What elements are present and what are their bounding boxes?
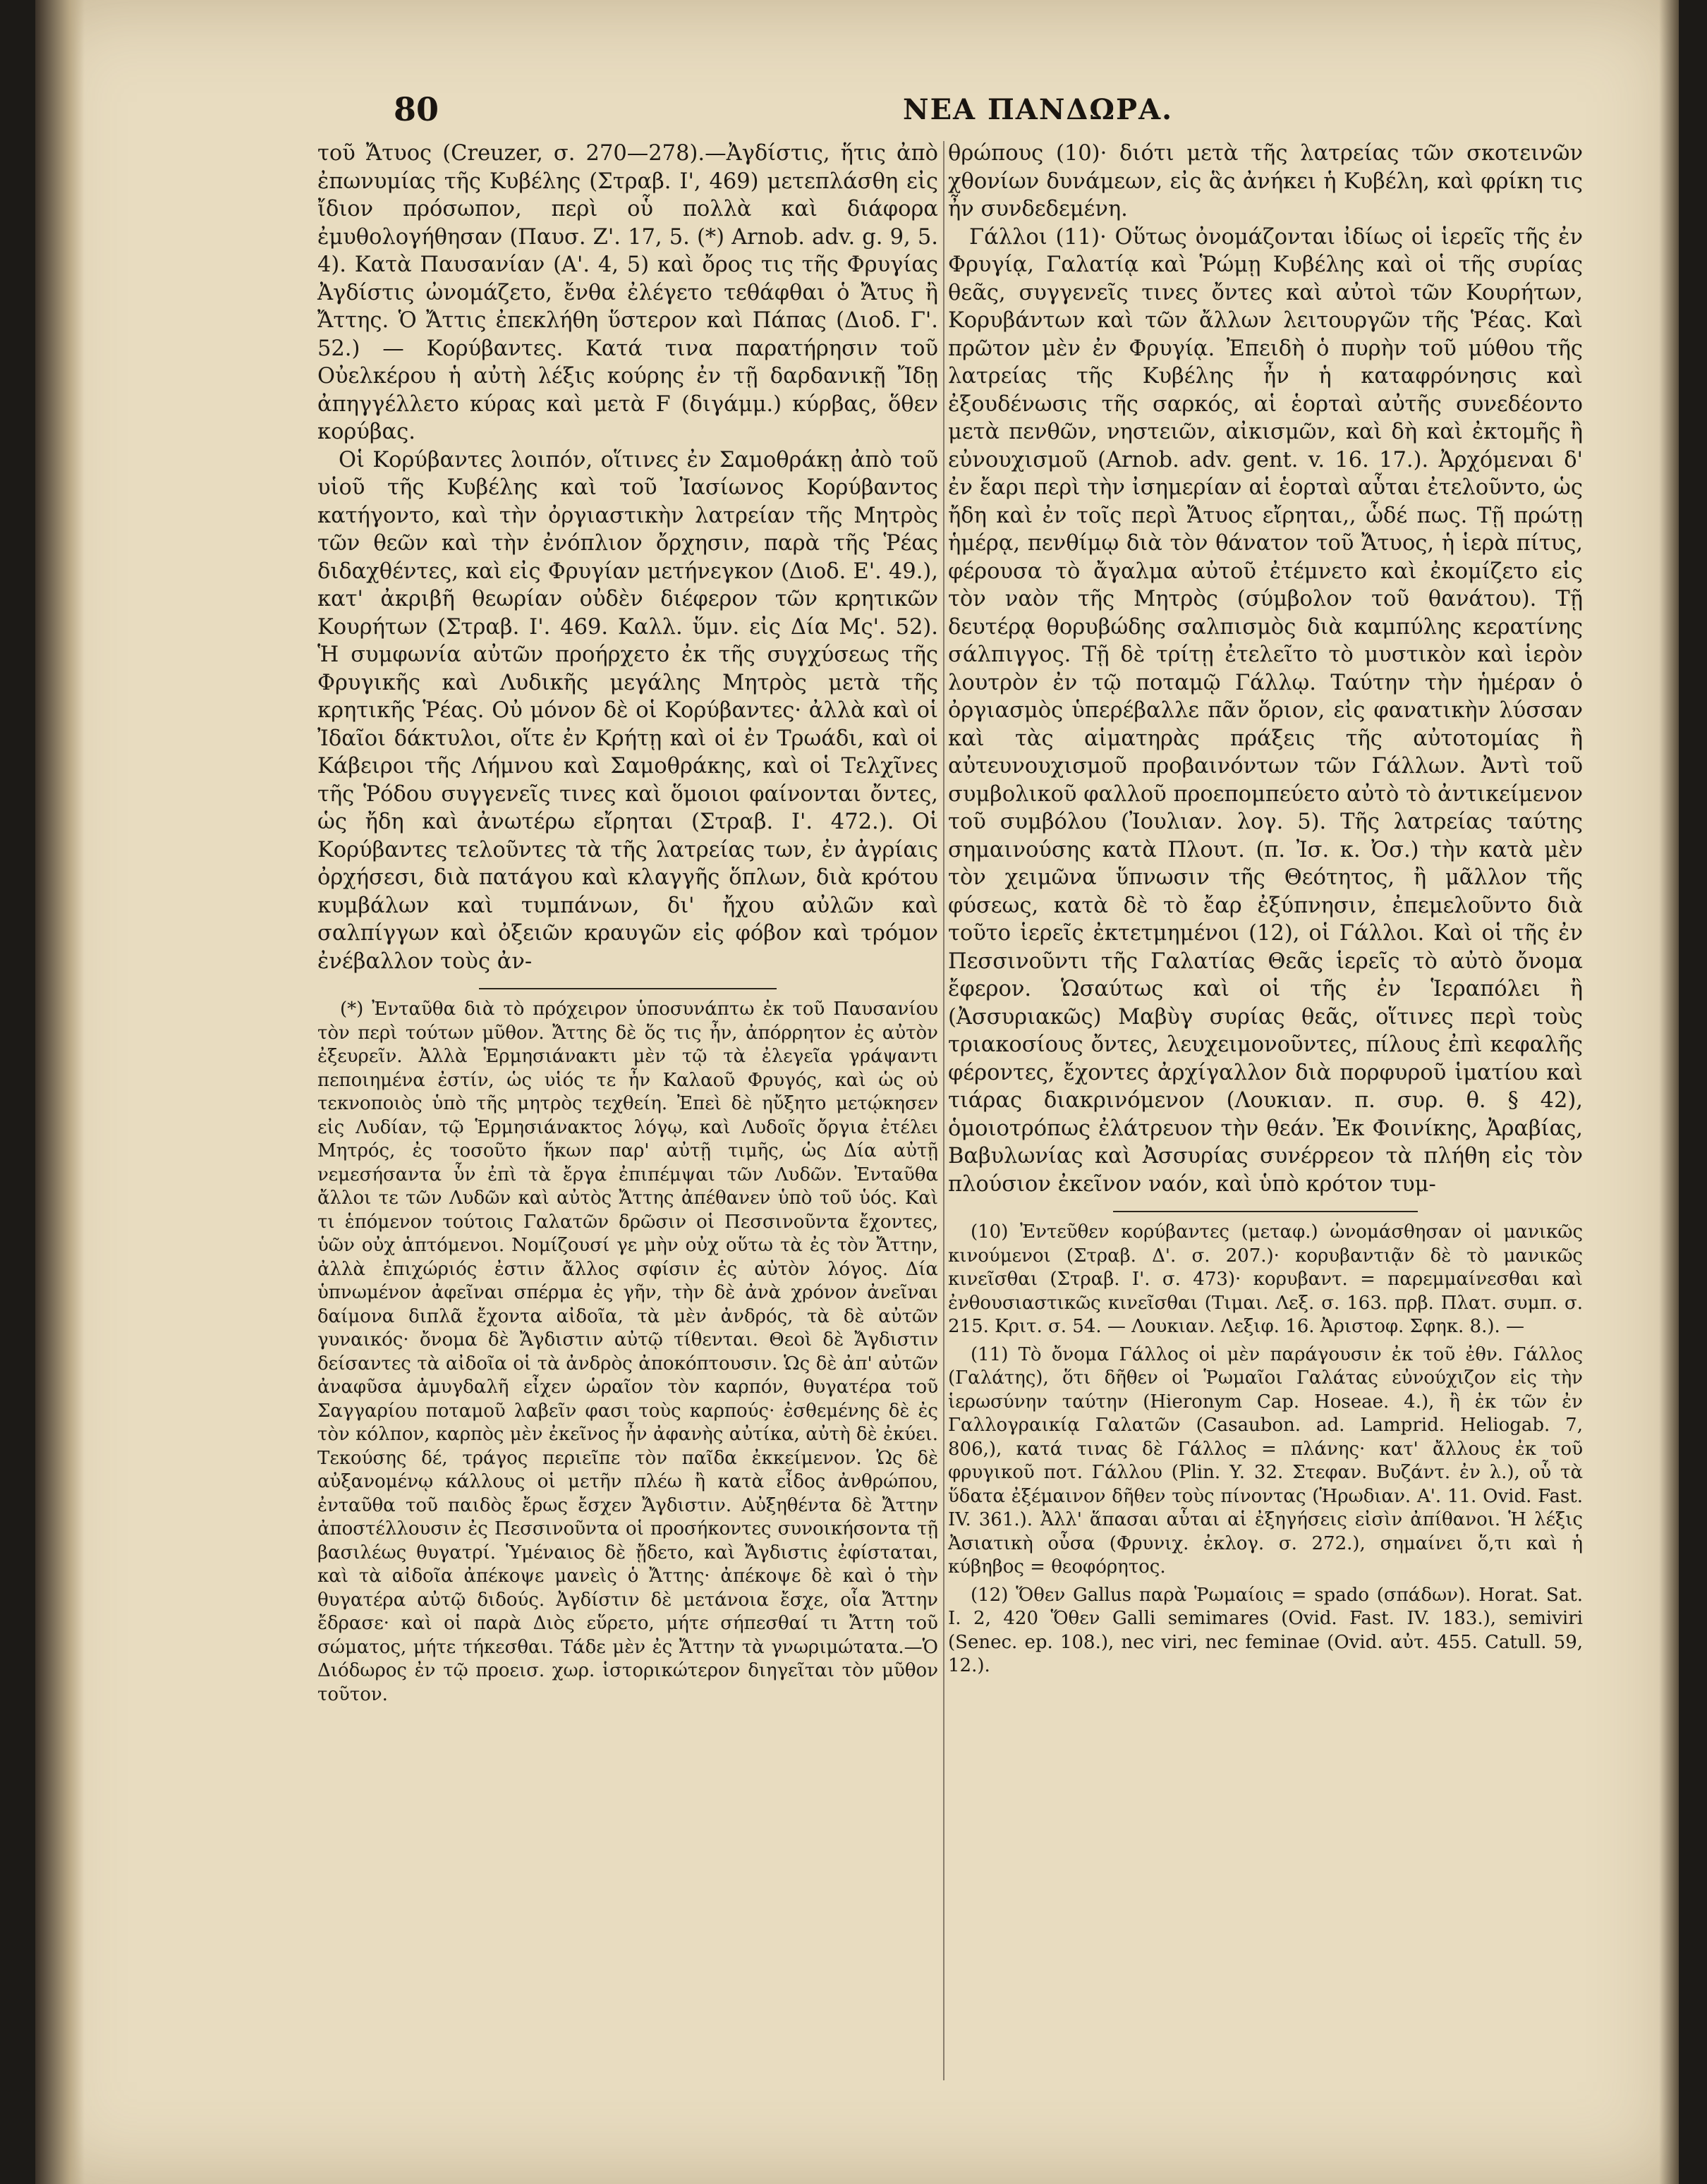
column-divider — [943, 141, 944, 2080]
page-header — [346, 90, 1693, 133]
book-spine-shadow — [35, 0, 85, 2184]
right-paragraph: θρώπους (10)· διότι μετὰ τῆς λατρείας τῶν σκοτεινῶν χθονίων δυνάμεων, εἰς ἃς ἀνήκει ἡ Κυβέλη, καὶ φρίκη τις ἦν συνδεδεμένη. — [948, 141, 1583, 221]
left-footnotes — [317, 998, 938, 1707]
left-paragraph: τοῦ Ἄτυος (Creuzer, σ. 270—278).—Ἀγδίστις, ἥτις ἀπὸ ἐπωνυμίας τῆς Κυβέλης (Στραβ. Ι', 469) μετεπλάσθη εἰς ἴδιον πρόσωπον, περὶ οὗ πολλὰ καὶ διάφορα ἐμυθολογήθησαν (Παυσ. Ζ'. 17, 5. (*) Arnob. adv. g. 9, 5. 4). Κατὰ Παυσανίαν (Α'. 4, 5) καὶ ὄρος τις τῆς Φρυγίας Ἀγδίστις ὠνομάζετο, ἔνθα ἐλέγετο τεθάφθαι ὁ Ἄτυς ἢ Ἄττης. Ὁ Ἄττις ἐπεκλήθη ὕστερον καὶ Πάπας (Διοδ. Γ'. 52.) — Κορύβαντες. Κατά τινα παρατήρησιν τοῦ Οὐελκέρου ἡ αὐτὴ λέξις κούρης ἐν τῇ δαρδανικῇ Ἴδῃ ἀπηγγέλλετο κύρας καὶ μετὰ F (διγάμμ.) κύρβας, ὅθεν κορύβας. — [317, 141, 938, 444]
running-title: ΝΕΑ ΠΑΝΔΩΡΑ. — [903, 93, 1174, 126]
page-edge-shadow — [1659, 0, 1679, 2184]
left-column — [317, 140, 938, 1711]
footnote-divider — [1113, 1211, 1418, 1212]
left-paragraph: Οἱ Κορύβαντες λοιπόν, οἵτινες ἐν Σαμοθράκῃ ἀπὸ τοῦ υἱοῦ τῆς Κυβέλης καὶ τοῦ Ἰασίωνος Κορύβαντος κατήγοντο, καὶ τὴν ὀργιαστικὴν λατρείαν τῆς Μητρὸς τῶν θεῶν καὶ τὴν ἐνόπλιον ὄρχησιν, παρὰ τῆς Ῥέας διδαχθέντες, καὶ εἰς Φρυγίαν μετήνεγκον (Διοδ. Ε'. 49.), κατ' ἀκριβῆ θεωρίαν οὐδὲν διέφερον τῶν κρητικῶν Κουρήτων (Στραβ. Ι'. 469. Καλλ. ὕμν. εἰς Δία Μς'. 52). Ἡ συμφωνία αὐτῶν προήρχετο ἐκ τῆς συγχύσεως τῆς Φρυγικῆς καὶ Λυδικῆς μεγάλης Μητρὸς μετὰ τῆς κρητικῆς Ῥέας. Οὐ μόνον δὲ οἱ Κορύβαντες· ἀλλὰ καὶ οἱ Ἰδαῖοι δάκτυλοι, οἵτε ἐν Κρήτῃ καὶ οἱ ἐν Τρωάδι, καὶ οἱ Κάβειροι τῆς Λήμνου καὶ Σαμοθράκης, καὶ οἱ Τελχῖνες τῆς Ῥόδου συγγενεῖς τινες καὶ ὅμοιοι φαίνονται ὄντες, ὡς ἤδη καὶ ἀνωτέρω εἴρηται (Στραβ. Ι'. 472.). Οἱ Κορύβαντες τελοῦντες τὰ τῆς λατρείας των, ἐν ἀγρίαις ὀρχήσεσι, διὰ πατάγου καὶ κλαγγῆς ὅπλων, διὰ κρότου κυμβάλων καὶ τυμπάνων, δι' ἤχου αὐλῶν καὶ σαλπίγγων καὶ ὀξειῶν κραυγῶν εἰς φόβον καὶ τρόμον ἐνέβαλλον τοὺς ἀν- — [317, 447, 938, 974]
right-paragraph: Γάλλοι (11)· Οὕτως ὀνομάζονται ἰδίως οἱ ἱερεῖς τῆς ἐν Φρυγίᾳ, Γαλατίᾳ καὶ Ῥώμῃ Κυβέλης καὶ οἱ τῆς συρίας θεᾶς, συγγενεῖς τινες ὄντες καὶ αὐτοὶ τῶν Κουρήτων, Κορυβάντων καὶ τῶν ἄλλων λειτουργῶν τῆς Ῥέας. Καὶ πρῶτον μὲν ἐν Φρυγίᾳ. Ἐπειδὴ ὁ πυρὴν τοῦ μύθου τῆς λατρείας τῆς Κυβέλης ἦν ἡ καταφρόνησις καὶ ἐξουδένωσις τῆς σαρκός, αἱ ἑορταὶ αὐτῆς συνεδέοντο μετὰ πενθῶν, νηστειῶν, αἰκισμῶν, καὶ δὴ καὶ ἐκτομῆς ἢ εὐνουχισμοῦ (Arnob. adv. gent. v. 16. 17.). Ἀρχόμεναι δ' ἐν ἔαρι περὶ τὴν ἰσημερίαν αἱ ἑορταὶ αὗται ἐτελοῦντο, ὡς ἤδη καὶ ἐν τοῖς περὶ Ἄτυος εἴρηται,, ὧδέ πως. Τῇ πρώτῃ ἡμέρᾳ, πενθίμῳ διὰ τὸν θάνατον τοῦ Ἄτυος, ἡ ἱερὰ πίτυς, φέρουσα τὸ ἄγαλμα αὐτοῦ ἐτέμνετο καὶ ἐκομίζετο εἰς τὸν ναὸν τῆς Μητρὸς (σύμβολον τοῦ θανάτου). Τῇ δευτέρᾳ θορυβώδης σαλπισμὸς διὰ καμπύλης κερατίνης σάλπιγγος. Τῇ δὲ τρίτῃ ἐτελεῖτο τὸ μυστικὸν καὶ ἱερὸν λουτρὸν ἐν τῷ ποταμῷ Γάλλῳ. Ταύτην τὴν ἡμέραν ὁ ὀργιασμὸς ὑπερέβαλλε πᾶν ὅριον, εἰς φανατικὴν λύσσαν καὶ τὰς αἱματηρὰς πράξεις τῆς αὐτοτομίας ἢ αὐτευνουχισμοῦ προβαινόντων τῶν Γάλλων. Ἀντὶ τοῦ συμβολικοῦ φαλλοῦ προεπομπεύετο αὐτὸ τὸ ἀντικείμενον τοῦ συμβόλου (Ἰουλιαν. λογ. 5). Τῆς λατρείας ταύτης σημαινούσης κατὰ Πλουτ. (π. Ἰσ. κ. Ὀσ.) τὴν κατὰ μὲν τὸν χειμῶνα ὕπνωσιν τῆς Θεότητος, ἢ μᾶλλον τῆς φύσεως, κατὰ δὲ τὸ ἔαρ ἐξύπνησιν, ἐπεμελοῦντο διὰ τοῦτο ἱερεῖς ἐκτετμημένοι (12), οἱ Γάλλοι. Καὶ οἱ τῆς ἐν Πεσσινοῦντι τῆς Γαλατίας Θεᾶς ἱερεῖς τὸ αὐτὸ ὄνομα ἔφερον. Ὡσαύτως καὶ οἱ τῆς ἐν Ἱεραπόλει ἢ (Ἀσσυριακῶς) Μαβὺγ συρίας θεᾶς, οἵτινες περὶ τοὺς τριακοσίους ὄντες, λευχειμονοῦντες, πίλους ἐπὶ κεφαλῆς φέροντες, ἔχοντες ἀρχίγαλλον διὰ πορφυροῦ ἱματίου καὶ τιάρας διακρινόμενον (Λουκιαν. π. συρ. θ. § 42), ὁμοιοτρόπως ἐλάτρευον τὴν θεάν. Ἐκ Φοινίκης, Ἀραβίας, Βαβυλωνίας καὶ Ἀσσυρίας συνέρρεον τὰ πλήθη εἰς τὸν πλούσιον ἐκεῖνον ναόν, καὶ ὑπὸ κρότον τυμ- — [948, 224, 1583, 1197]
footnote: (11) Τὸ ὄνομα Γάλλος οἱ μὲν παράγουσιν ἐκ τοῦ ἐθν. Γάλλος (Γαλάτης), ὅτι δῆθεν οἱ Ῥωμαῖοι Γαλάτας εὐνούχιζον εἰς τὴν ἱερωσύνην ταύτην (Hieronym Cap. Hoseae. 4.), ἢ ἐκ τῶν ἐν Γαλλογραικίᾳ Γαλατῶν (Casaubon. ad. Lamprid. Heliogab. 7, 806,), κατά τινας δὲ Γάλλος = πλάνης· κατ' ἄλλους ἐκ τοῦ φρυγικοῦ ποτ. Γάλλου (Plin. Y. 32. Στεφαν. Βυζάντ. ἐν λ.), οὗ τὰ ὕδατα ἐξέμαινον δῆθεν τοὺς πίνοντας (Ἡρωδιαν. Α'. 11. Ovid. Fast. IV. 361.). Ἀλλ' ἅπασαι αὗται αἱ ἐξηγήσεις εἰσὶν ἀπίθανοι. Ἡ λέξις Ἀσιατικὴ οὖσα (Φρυνιχ. ἐκλογ. σ. 272.), σημαίνει ὅ,τι καὶ ἡ κύβηβος = θεοφόρητος. — [948, 1343, 1583, 1578]
footnote: (12) Ὅθεν Gallus παρὰ Ῥωμαίοις = spado (σπάδων). Horat. Sat. I. 2, 420 Ὅθεν Galli semimares (Ovid. Fast. IV. 183.), semiviri (Senec. ep. 108.), nec viri, nec feminae (Ovid. αὐτ. 455. Catull. 59, 12.). — [948, 1584, 1583, 1676]
footnote-divider — [479, 988, 777, 989]
footnote: (*) Ἐνταῦθα διὰ τὸ πρόχειρον ὑποσυνάπτω ἐκ τοῦ Παυσανίου τὸν περὶ τούτων μῦθον. Ἄττης δὲ ὅς τις ἦν, ἀπόρρητον ἐς αὐτὸν ἐξευρεῖν. Ἀλλὰ Ἑρμησιάνακτι μὲν τῷ τὰ ἐλεγεῖα γράψαντι πεποιημένα ἐστίν, ὡς υἱός τε ἦν Καλαοῦ Φρυγός, καὶ ὡς οὐ τεκνοποιὸς ὑπὸ τῆς μητρὸς τεχθείη. Ἐπεὶ δὲ ηὔξητο μετῴκησεν εἰς Λυδίαν, τῷ Ἑρμησιάνακτος λόγῳ, καὶ Λυδοῖς ὄργια ἐτέλει Μητρός, ἐς τοσοῦτο ἥκων παρ' αὐτῇ τιμῆς, ὡς Δία αὐτῇ νεμεσήσαντα ὗν ἐπὶ τὰ ἔργα ἐπιπέμψαι τῶν Λυδῶν. Ἐνταῦθα ἄλλοι τε τῶν Λυδῶν καὶ αὐτὸς Ἄττης ἀπέθανεν ὑπὸ τοῦ ὑός. Καὶ τι ἑπόμενον τούτοις Γαλατῶν δρῶσιν οἱ Πεσσινοῦντα ἔχοντες, ὑῶν οὐχ ἁπτόμενοι. Νομίζουσί γε μὴν οὐχ οὕτω τὰ ἐς τὸν Ἄττην, ἀλλὰ ἐπιχώριός ἐστιν ἄλλος σφίσιν ἐς αὐτὸν λόγος. Δία ὑπνωμένον ἀφεῖναι σπέρμα ἐς γῆν, τὴν δὲ ἀνὰ χρόνον ἀνεῖναι δαίμονα διπλᾶ ἔχοντα αἰδοῖα, τὰ μὲν ἀνδρός, τὰ δὲ αὐτῶν γυναικός· ὄνομα δὲ Ἄγδιστιν αὐτῷ τίθενται. Θεοὶ δὲ Ἄγδιστιν δείσαντες τὰ αἰδοῖα οἱ τὰ ἀνδρὸς ἀποκόπτουσιν. Ὡς δὲ ἀπ' αὐτῶν ἀναφῦσα ἀμυγδαλῆ εἶχεν ὡραῖον τὸν καρπόν, θυγατέρα τοῦ Σαγγαρίου ποταμοῦ λαβεῖν φασι τοὺς καρπούς· ἐσθεμένης δὲ ἐς τὸν κόλπον, καρπὸς μὲν ἐκεῖνος ἦν ἀφανὴς αὐτίκα, αὐτὴ δὲ ἐκύει. Τεκούσης δέ, τράγος περιεῖπε τὸν παῖδα ἐκκείμενον. Ὡς δὲ αὐξανομένῳ κάλλους οἱ μετῆν πλέω ἢ κατὰ εἶδος ἀνθρώπου, ἐνταῦθα τοῦ παιδὸς ἔρως ἔσχεν Ἄγδιστιν. Αὐξηθέντα δὲ Ἄττην ἀποστέλλουσιν ἐς Πεσσινοῦντα οἱ προσήκοντες συνοικήσοντα τῇ βασιλέως θυγατρί. Ὑμέναιος δὲ ᾔδετο, καὶ Ἄγδιστις ἐφίσταται, καὶ τὰ αἰδοῖα ἀπέκοψε μανεὶς ὁ Ἄττης· ἀπέκοψε δὲ καὶ ὁ τὴν θυγατέρα αὐτῷ διδούς. Ἀγδίστιν δὲ μετάνοια ἔσχε, οἷα Ἄττην ἔδρασε· καὶ οἱ παρὰ Διὸς εὕρετο, μήτε σήπεσθαί τι Ἄττη τοῦ σώματος, μήτε τήκεσθαι. Τάδε μὲν ἐς Ἄττην τὰ γνωριμώτατα.—Ὁ Διόδωρος ἐν τῷ προεισ. χωρ. ἱστορικώτερον διηγεῖται τὸν μῦθον τοῦτον. — [317, 999, 938, 1705]
page-number: 80 — [394, 90, 439, 128]
right-footnotes — [948, 1221, 1583, 1678]
right-column — [948, 140, 1583, 1683]
footnote: (10) Ἐντεῦθεν κορύβαντες (μεταφ.) ὠνομάσθησαν οἱ μανικῶς κινούμενοι (Στραβ. Δ'. σ. 207.)· κορυβαντιᾷν δὲ τὸ μανικῶς κινεῖσθαι (Στραβ. Ι'. σ. 473)· κορυβαντ. = παρεμμαίνεσθαι καὶ ἐνθουσιαστικῶς κινεῖσθαι (Τιμαι. Λεξ. σ. 163. πρβ. Πλατ. συμπ. σ. 215. Κριτ. σ. 54. — Λουκιαν. Λεξιφ. 16. Ἀριστοφ. Σφηκ. 8.). — — [948, 1221, 1583, 1337]
